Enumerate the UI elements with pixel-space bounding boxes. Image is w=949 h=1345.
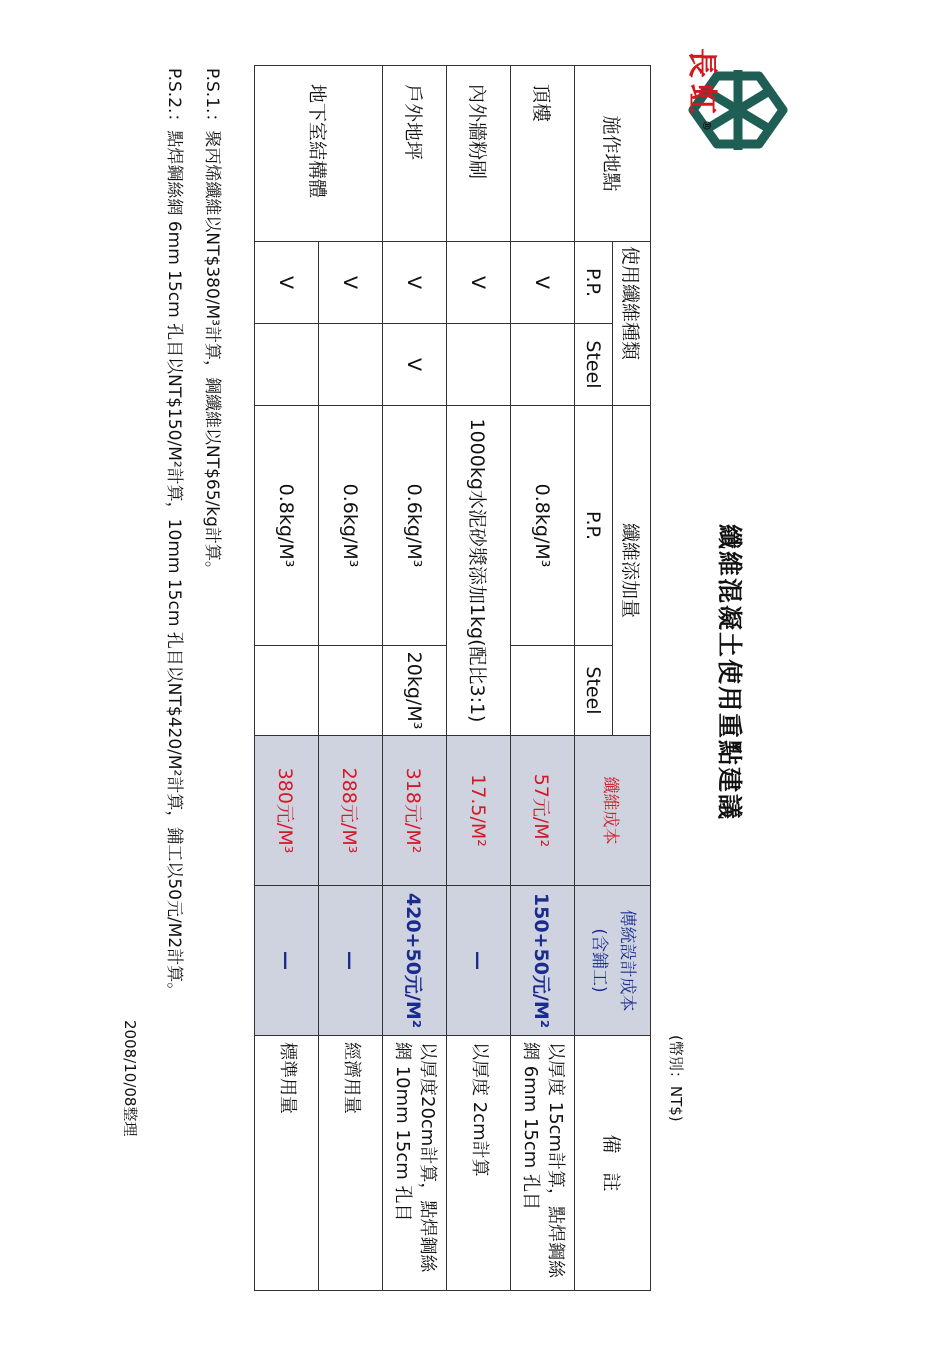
header-row-1 (613, 66, 651, 1291)
header-fiber-cost: 纖維成本 (575, 736, 651, 886)
row-steel-check (511, 324, 575, 406)
row-remark: 以厚度20cm計算，點焊鋼絲網 10mm 15cm 孔目 (383, 1036, 447, 1291)
row-merged-amount: 1000kg水泥砂漿添加1kg(配比3:1) (447, 406, 511, 736)
table-row (255, 66, 319, 1291)
header-steel: Steel (575, 324, 613, 406)
row-steel-check (319, 324, 383, 406)
row-pp-check: V (319, 242, 383, 324)
row-fiber-cost: 57元/M² (511, 736, 575, 886)
row-pp-amount: 0.6kg/M³ (383, 406, 447, 646)
table-row (447, 66, 511, 1291)
row-traditional-cost: 150+50元/M² (511, 886, 575, 1036)
row-pp-amount: 0.6kg/M³ (319, 406, 383, 646)
row-fiber-cost: 288元/M³ (319, 736, 383, 886)
row-traditional-cost: 420+50元/M² (383, 886, 447, 1036)
row-pp-check: V (447, 242, 511, 324)
row-pp-check: V (383, 242, 447, 324)
row-fiber-cost: 17.5/M² (447, 736, 511, 886)
row-remark: 經濟用量 (319, 1036, 383, 1291)
row-pp-amount: 0.8kg/M³ (255, 406, 319, 646)
header-traditional-cost: 傳統設計成本 (含鋪工) (575, 886, 651, 1036)
row-steel-amount (255, 646, 319, 736)
row-location: 頂樓 (511, 66, 575, 242)
fiber-concrete-table (254, 65, 651, 1291)
header-fiber-amount: 纖維添加量 (613, 406, 651, 736)
row-location: 地下室結構體 (255, 66, 383, 242)
header-pp-amount: P.P. (575, 406, 613, 646)
note-ps2: P.S.2.：點焊鋼絲網 6mm 15cm 孔目以NT$150/M²計算，10mm 15cm 孔目以NT$420/M²計算，鋪工以50元/M2計算。 (164, 68, 184, 1000)
note-ps1: P.S.1.：聚丙烯纖維以NT$380/M³計算，鋼纖維以NT$65/kg計算。 (202, 68, 222, 578)
header-location: 施作地點 (575, 66, 651, 242)
header-fiber-type: 使用纖維種類 (613, 242, 651, 406)
header-pp: P.P. (575, 242, 613, 324)
date-note: 2008/10/08整理 (121, 1020, 139, 1137)
page-title: 纖維混凝土使用重點建議 (715, 523, 744, 821)
row-remark: 標準用量 (255, 1036, 319, 1291)
currency-note: (幣別：NT$) (667, 1035, 685, 1122)
row-steel-check (255, 324, 319, 406)
row-traditional-cost: — (447, 886, 511, 1036)
header-remark: 備 註 (575, 1036, 651, 1291)
row-location: 戶外地坪 (383, 66, 447, 242)
row-pp-check: V (511, 242, 575, 324)
table-row (511, 66, 575, 1291)
table-row (319, 66, 383, 1291)
row-remark: 以厚度 15cm計算，點焊鋼絲網 6mm 15cm 孔目 (511, 1036, 575, 1291)
row-fiber-cost: 318元/M² (383, 736, 447, 886)
header-steel-amount: Steel (575, 646, 613, 736)
row-location: 內外牆粉刷 (447, 66, 511, 242)
row-steel-amount (511, 646, 575, 736)
brand-name: 長虹® (684, 48, 719, 137)
row-remark: 以厚度 2cm計算 (447, 1036, 511, 1291)
row-steel-amount: 20kg/M³ (383, 646, 447, 736)
table-row (383, 66, 447, 1291)
row-pp-check: V (255, 242, 319, 324)
row-traditional-cost: — (255, 886, 319, 1036)
row-steel-check (447, 324, 511, 406)
row-pp-amount: 0.8kg/M³ (511, 406, 575, 646)
row-steel-amount (319, 646, 383, 736)
row-steel-check: V (383, 324, 447, 406)
row-fiber-cost: 380元/M³ (255, 736, 319, 886)
row-traditional-cost: — (319, 886, 383, 1036)
